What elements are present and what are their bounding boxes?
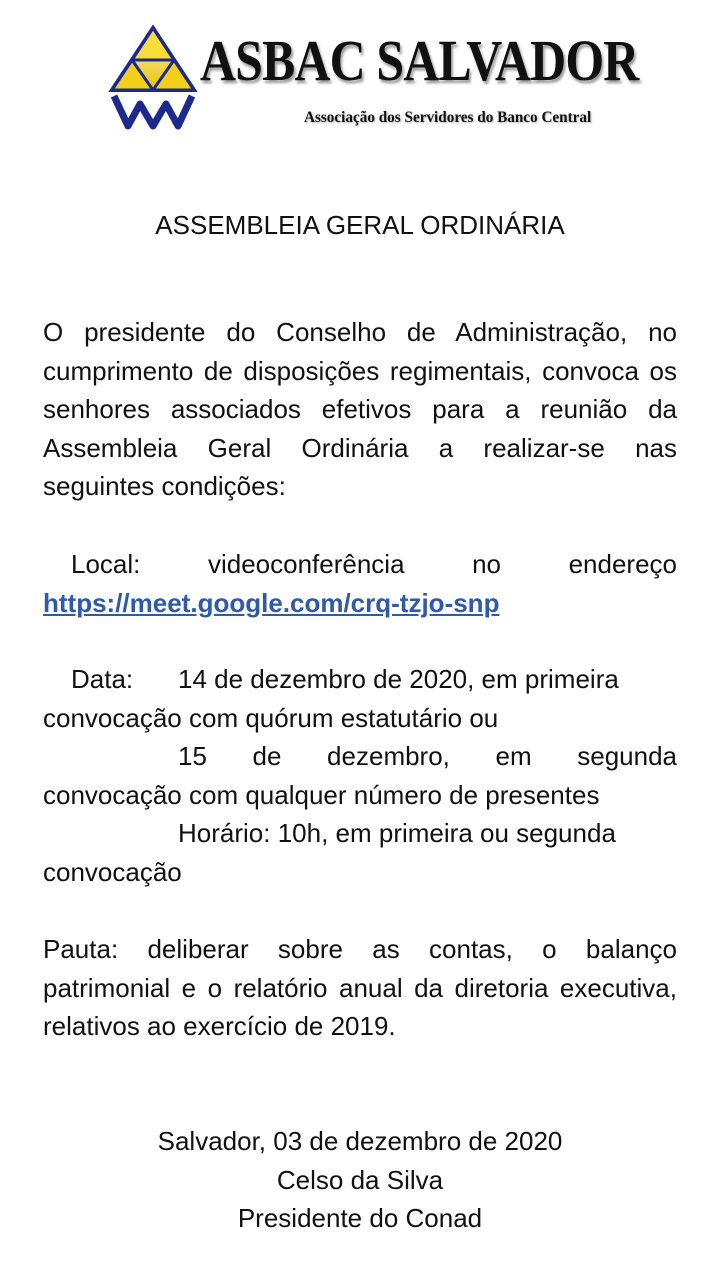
date-line-3: 15 de dezembro, em segunda bbox=[178, 741, 677, 771]
local-paragraph bbox=[43, 545, 677, 622]
signature-block bbox=[0, 1122, 720, 1238]
local-label: Local: bbox=[71, 549, 141, 579]
signature-role: Presidente do Conad bbox=[237, 1203, 483, 1233]
date-label: Data: bbox=[71, 664, 134, 694]
meeting-link[interactable]: https://meet.google.com/crq-tzjo-snp bbox=[43, 587, 500, 618]
intro-paragraph: O presidente do Conselho de Administração, no cumprimento de disposições regimentais, convoca os senhores associados efetivos para a reunião da Assembleia Geral Ordinária a realizar-se nas seguintes condições: bbox=[43, 317, 677, 501]
diamond-emblem-icon bbox=[108, 24, 198, 134]
signature-name: Celso da Silva bbox=[276, 1164, 444, 1195]
agenda-paragraph: Pauta: deliberar sobre as contas, o balanço patrimonial e o relatório anual da diretoria executiva, relativos ao exercício de 2019. bbox=[43, 934, 677, 1041]
date-first: 14 de dezembro de 2020, em primeira bbox=[178, 664, 619, 694]
date-line-1 bbox=[43, 660, 677, 699]
meeting-link-row bbox=[43, 584, 677, 623]
date-line-6: convocação bbox=[43, 856, 182, 887]
logo-title: ASBAC SALVADOR bbox=[200, 28, 639, 93]
logo-subtitle: Associação dos Servidores do Banco Central bbox=[304, 109, 592, 126]
date-paragraph bbox=[43, 660, 677, 891]
asbac-logo bbox=[108, 24, 639, 144]
local-line bbox=[43, 545, 677, 584]
signature-place-date: Salvador, 03 de dezembro de 2020 bbox=[157, 1126, 563, 1156]
page-title: ASSEMBLEIA GERAL ORDINÁRIA bbox=[155, 210, 565, 240]
date-line-2: convocação com quórum estatutário ou bbox=[43, 702, 499, 733]
local-text: videoconferência no endereço bbox=[207, 549, 677, 579]
time-line: Horário: 10h, em primeira ou segunda bbox=[178, 818, 616, 848]
date-line-4: convocação com qualquer número de presentes bbox=[43, 779, 600, 810]
